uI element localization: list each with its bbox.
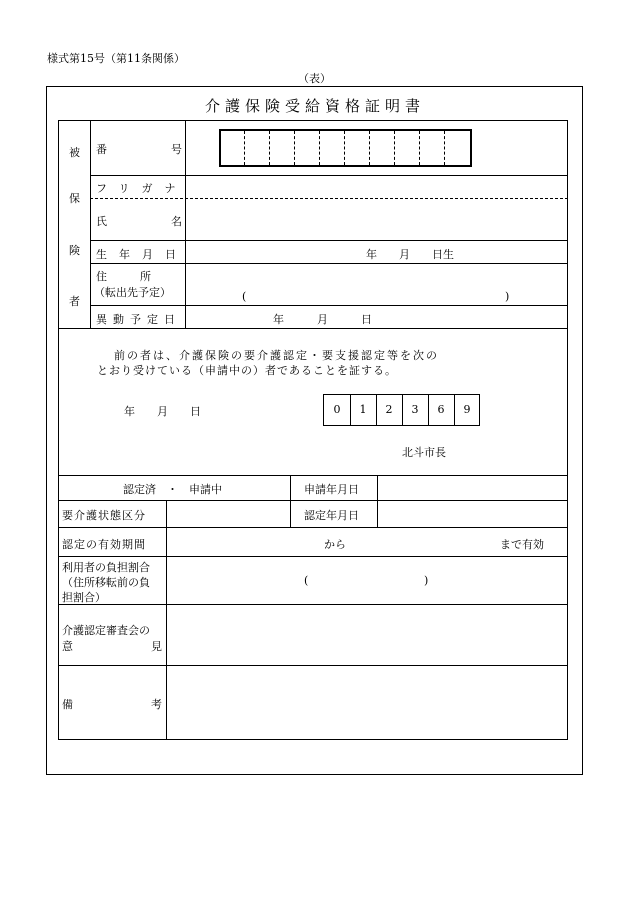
number-label-left: 番 (96, 143, 107, 156)
code-digit: 9 (463, 403, 471, 416)
code-digit: 0 (333, 403, 341, 416)
insured-label-2: 保 (69, 192, 80, 205)
cert-date-label: 認定年月日 (304, 509, 359, 522)
address-paren-close: ) (505, 290, 510, 303)
mayor-name: 北斗市長 (402, 446, 446, 459)
furigana-label: フリガナ (96, 182, 188, 195)
address-field[interactable] (186, 264, 567, 304)
committee-label-2-right: 見 (151, 640, 162, 653)
cert-status[interactable]: 認定済 ・ 申請中 (123, 483, 222, 496)
code-digit: 1 (359, 403, 367, 416)
committee-label-1: 介護認定審査会の (62, 624, 150, 637)
name-label-right: 名 (171, 215, 182, 228)
move-date-value[interactable]: 年 月 日 (273, 313, 372, 326)
address-sublabel: （転出先予定） (94, 286, 171, 299)
burden-label-1: 利用者の負担割合 (62, 561, 150, 574)
insured-number-field[interactable] (219, 129, 472, 167)
address-label: 住 所 (96, 270, 151, 283)
cert-date-field[interactable] (378, 501, 567, 526)
valid-from: から (324, 538, 346, 551)
burden-paren-open: ( (304, 574, 309, 587)
certify-line-1: 前の者は、介護保険の要介護認定・要支援認定等を次の (114, 349, 439, 362)
certify-line-2: とおり受けている（申請中の）者であることを証する。 (97, 364, 397, 377)
birth-label: 生年月日 (96, 248, 188, 261)
burden-label-2: （住所移転前の負 (62, 576, 150, 589)
valid-until: まで有効 (500, 538, 544, 551)
application-date-field[interactable] (378, 476, 567, 499)
number-label-right: 号 (171, 143, 182, 156)
care-level-label: 要介護状態区分 (62, 509, 146, 522)
form-side: （表） (298, 72, 331, 85)
application-date-label: 申請年月日 (304, 483, 359, 496)
move-date-label: 異動予定日 (96, 313, 181, 326)
burden-field[interactable] (167, 557, 567, 603)
code-digit: 3 (411, 403, 419, 416)
care-level-field[interactable] (167, 501, 289, 526)
address-paren-open: ( (242, 290, 247, 303)
certify-date[interactable]: 年 月 日 (124, 405, 201, 418)
remarks-label-left: 備 (62, 698, 73, 711)
remarks-field[interactable] (167, 666, 567, 739)
birth-value[interactable]: 年 月 日生 (366, 248, 454, 261)
committee-field[interactable] (167, 605, 567, 664)
burden-label-3: 担割合） (62, 591, 106, 604)
furigana-field[interactable] (186, 176, 567, 197)
form-title: 介護保険受給資格証明書 (204, 97, 425, 115)
insured-label-3: 険 (69, 244, 80, 257)
code-digit: 6 (437, 403, 445, 416)
burden-paren-close: ) (424, 574, 429, 587)
remarks-label-right: 考 (151, 698, 162, 711)
insured-label-1: 被 (69, 146, 80, 159)
committee-label-2-left: 意 (62, 640, 73, 653)
valid-period-label: 認定の有効期間 (62, 538, 146, 551)
form-number: 様式第15号（第11条関係） (47, 52, 185, 65)
code-digit: 2 (385, 403, 393, 416)
insured-label-4: 者 (69, 295, 80, 308)
name-label-left: 氏 (96, 215, 107, 228)
name-field[interactable] (186, 199, 567, 239)
